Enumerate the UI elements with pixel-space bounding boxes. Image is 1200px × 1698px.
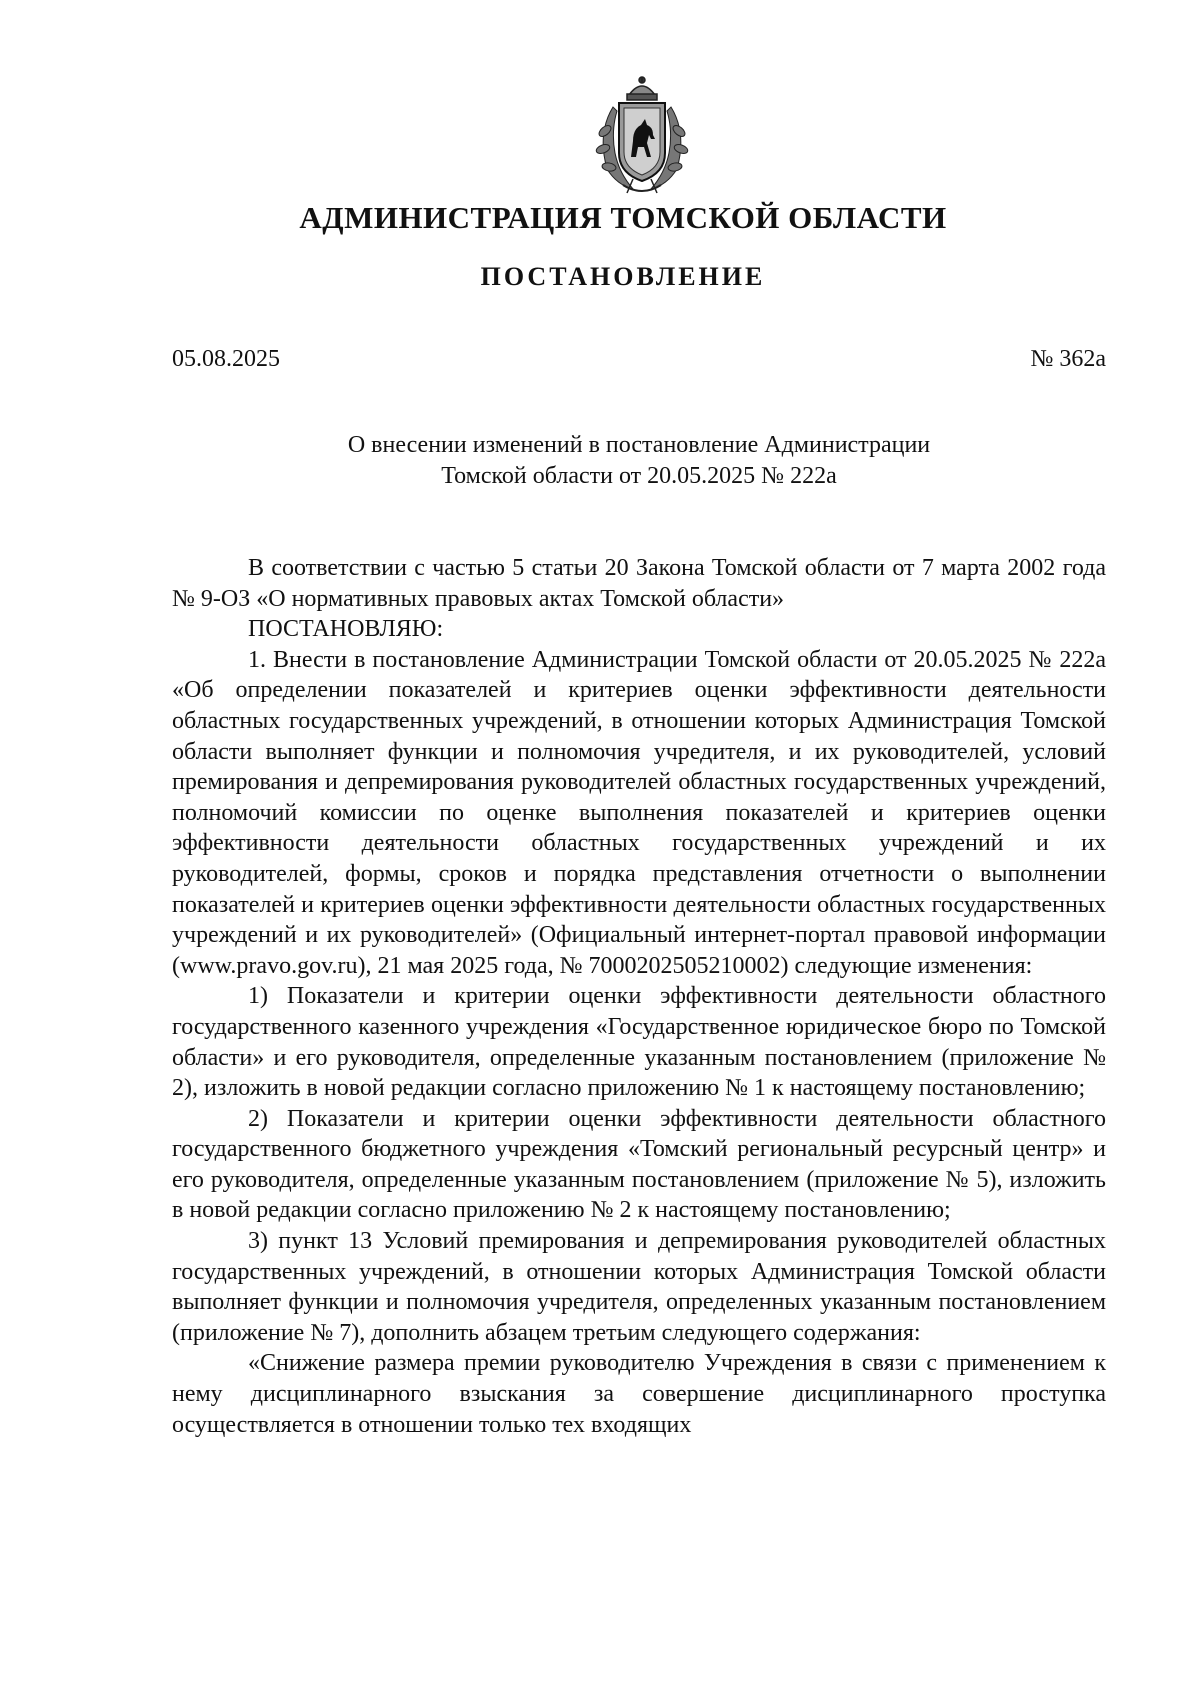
document-type: ПОСТАНОВЛЕНИЕ	[480, 262, 766, 291]
document-number: № 362а	[1030, 346, 1106, 372]
subpoint-2-paragraph: 2) Показатели и критерии оценки эффективности деятельности областного государственного бюджетного учреждения «Томский региональный ресурсный центр» и его руководителя, определенные указанным постановлением (приложение № 5), изложить в новой редакции согласно приложению № 2 к настоящему постановлению;	[172, 1105, 1106, 1224]
subject-line-1: О внесении изменений в постановление Администрации	[347, 432, 931, 458]
document-body	[172, 553, 1106, 1440]
intro-paragraph: В соответствии с частью 5 статьи 20 Закона Томской области от 7 марта 2002 года № 9-ОЗ «О нормативных правовых актах Томской области»	[172, 555, 1106, 612]
subject-line-2: Томской области от 20.05.2025 № 222а	[441, 463, 837, 489]
quote-paragraph: «Снижение размера премии руководителю Учреждения в связи с применением к нему дисциплинарного взыскания за совершение дисциплинарного проступка осуществляется в отношении только тех входящих	[172, 1350, 1106, 1438]
decree-paragraph: ПОСТАНОВЛЯЮ:	[248, 616, 444, 643]
organization-title: АДМИНИСТРАЦИЯ ТОМСКОЙ ОБЛАСТИ	[299, 200, 947, 235]
document-date: 05.08.2025	[172, 346, 280, 372]
document-subject	[172, 430, 1106, 492]
subpoint-3-paragraph: 3) пункт 13 Условий премирования и депремирования руководителей областных государственных учреждений, в отношении которых Администрация Томской области выполняет функции и полномочия учредителя, определенных указанным постановлением (приложение № 7), дополнить абзацем третьим следующего содержания:	[172, 1228, 1106, 1346]
subpoint-1-paragraph: 1) Показатели и критерии оценки эффективности деятельности областного государственного казенного учреждения «Государственное юридическое бюро по Томской области» и его руководителя, определенные указанным постановлением (приложение № 2), изложить в новой редакции согласно приложению № 1 к настоящему постановлению;	[172, 983, 1106, 1102]
point-1-paragraph: 1. Внести в постановление Администрации Томской области от 20.05.2025 № 222а «Об определении показателей и критериев оценки эффективности деятельности областных государственных учреждений, в отношении которых Администрация Томской области выполняет функции и полномочия учредителя, и их руководителей, условий премирования и депремирования руководителей областных государственных учреждений, полномочий комиссии по оценке выполнения показателей и критериев оценки эффективности деятельности областных государственных учреждений и их руководителей, формы, сроков и порядка представления отчетности о выполнении показателей и критериев оценки эффективности деятельности областных государственных учреждений и их руководителей» (Официальный интернет-портал правовой информации (www.pravo.gov.ru), 21 мая 2025 года, № 7000202505210002) следующие изменения:	[172, 646, 1106, 979]
coat-of-arms-icon	[583, 73, 701, 197]
